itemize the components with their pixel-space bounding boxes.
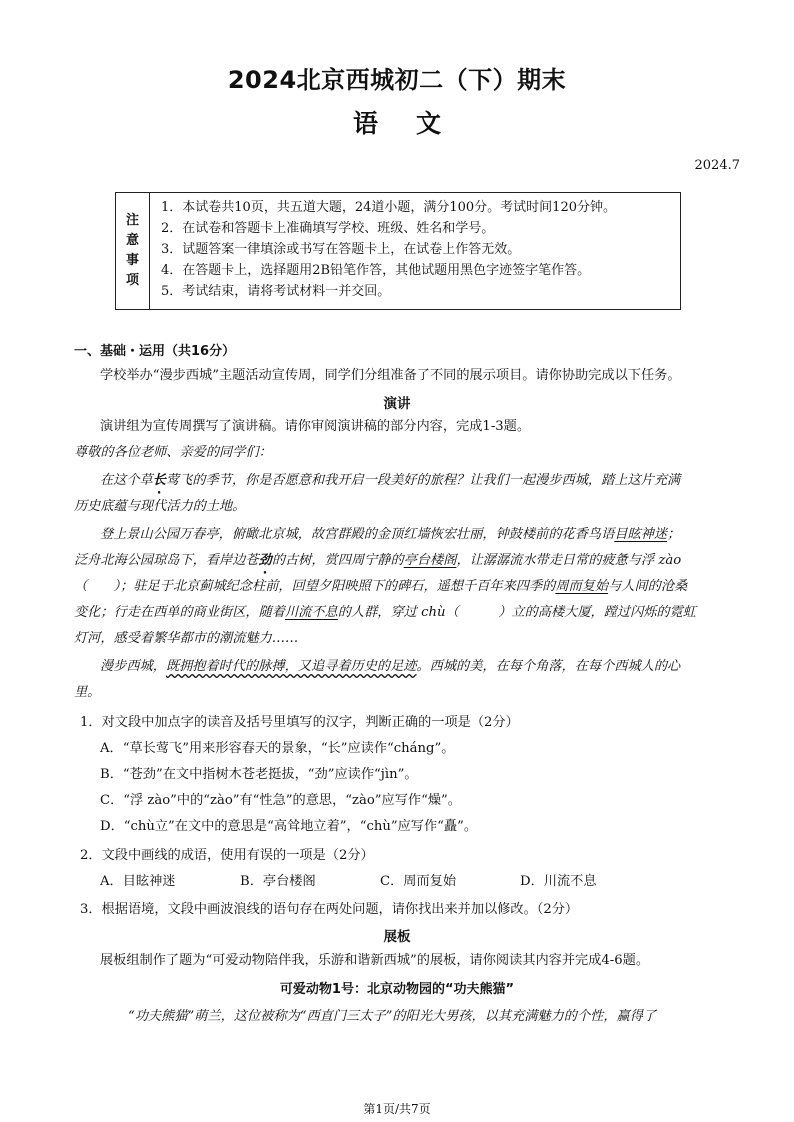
page-number: 第1页/共7页 xyxy=(363,1102,431,1116)
dotted-char: 劲 xyxy=(258,553,272,568)
notice-item: 3．试题答案一律填涂或书写在答题卡上，在试卷上作答无效。 xyxy=(161,242,521,257)
speech-para2-line4 xyxy=(74,600,696,625)
notice-label-char: 注 xyxy=(125,213,139,228)
text-run: 泛舟北海公园琼岛下，看岸边苍 xyxy=(74,553,259,568)
notice-list xyxy=(150,193,680,309)
notice-label-char: 事 xyxy=(125,253,139,268)
question-1-option-a: A．“草长莺飞”用来形容春天的景象，“长”应读作“cháng”。 xyxy=(100,741,455,756)
speech-para2-line1 xyxy=(100,522,680,547)
text-run: 。西城的美，在每个角落，在每个西城人的心 xyxy=(416,659,681,674)
notice-item: 5．考试结束，请将考试材料一并交回。 xyxy=(161,284,391,299)
dotted-char: 长 xyxy=(152,473,166,488)
question-1-option-b: B．“苍劲”在文中指树木苍老挺拔，“劲”应读作“jìn”。 xyxy=(100,767,418,782)
question-1-option-d: D．“chù立”在文中的意思是“高耸地立着”，“chù”应写作“矗”。 xyxy=(100,819,478,834)
notice-item: 4．在答题卡上，选择题用2B铅笔作答，其他试题用黑色字迹签字笔作答。 xyxy=(161,263,591,278)
speech-para3-line2: 里。 xyxy=(74,685,101,700)
underlined-idiom: 周而复始 xyxy=(555,579,609,594)
exhibit-subheading: 可爱动物1号：北京动物园的“功夫熊猫” xyxy=(279,982,515,997)
question-2-options xyxy=(100,869,660,894)
text-run: （ ）；驻足于北京蓟城纪念柱前，回望夕阳映照下的碑石，遥想千百年来四季的 xyxy=(74,579,556,594)
speech-heading: 演讲 xyxy=(383,396,411,412)
notice-item: 2．在试卷和答题卡上准确填写学校、班级、姓名和学号。 xyxy=(161,221,495,236)
exhibit-intro: 展板组制作了题为“可爱动物陪伴我，乐游和谐新西城”的展板，请你阅读其内容并完成4-6题。 xyxy=(100,953,650,968)
exhibit-paragraph: “功夫熊猫”萌兰，这位被称为“西直门三太子”的阳光大男孩，以其充满魅力的个性，赢得了 xyxy=(128,1009,657,1024)
underlined-idiom: 目眩神迷 xyxy=(614,527,668,542)
text-run: 登上景山公园万春亭，俯瞰北京城，故宫群殿的金顶红墙恢宏壮丽，钟鼓楼前的花香鸟语 xyxy=(100,527,615,542)
underlined-idiom: 亭台楼阁 xyxy=(403,553,457,568)
question-2-stem: 2．文段中画线的成语，使用有误的一项是（2分） xyxy=(80,848,374,863)
notice-label xyxy=(116,193,150,309)
page-title: 2024北京西城初二（下）期末 xyxy=(227,66,567,94)
speech-para2-line3 xyxy=(74,574,687,599)
notice-item: 1．本试卷共10页，共五道大题，24道小题，满分100分。考试时间120分钟。 xyxy=(161,200,616,215)
question-2-option-a: A．目眩神迷 xyxy=(100,874,176,889)
notice-box xyxy=(115,192,681,310)
exhibit-heading: 展板 xyxy=(383,929,411,945)
exam-date: 2024.7 xyxy=(694,158,740,173)
text-run: ； xyxy=(667,527,681,542)
text-run: 的人群，穿过 chù（ ）立的高楼大厦，蹚过闪烁的霓虹 xyxy=(337,605,696,620)
speech-intro: 演讲组为宣传周撰写了演讲稿。请你审阅演讲稿的部分内容，完成1-3题。 xyxy=(100,419,531,434)
speech-para1-line2: 历史底蕴与现代活力的土地。 xyxy=(74,499,246,514)
text-run: 与人间的沧桑 xyxy=(608,579,688,594)
wavy-sentence: 既拥抱着时代的脉搏，又追寻着历史的足迹 xyxy=(165,659,417,674)
text-run: 莺飞的季节，你是否愿意和我开启一段美好的旅程？让我们一起漫步西城，踏上这片充满 xyxy=(165,473,681,488)
notice-label-char: 意 xyxy=(125,233,139,248)
question-2-option-c: C．周而复始 xyxy=(380,874,457,889)
question-3-stem: 3．根据语境，文段中画波浪线的语句存在两处问题，请你找出来并加以修改。（2分） xyxy=(80,902,579,917)
section-intro: 学校举办“漫步西城”主题活动宣传周，同学们分组准备了不同的展示项目。请你协助完成以下任务。 xyxy=(100,368,681,383)
underlined-idiom: 川流不息 xyxy=(285,605,338,620)
text-run: 漫步西城， xyxy=(100,659,166,674)
question-2-option-d: D．川流不息 xyxy=(520,874,597,889)
text-run: 在这个草 xyxy=(100,473,153,488)
question-1-stem: 1．对文段中加点字的读音及括号里填写的汉字，判断正确的一项是（2分） xyxy=(80,715,519,730)
text-run: 变化；行走在西单的商业街区，随着 xyxy=(74,605,285,620)
text-run: 的古树，赏四周宁静的 xyxy=(271,553,404,568)
question-2-option-b: B．亭台楼阁 xyxy=(240,874,316,889)
notice-label-char: 项 xyxy=(125,273,139,288)
subject-title: 语文 xyxy=(352,109,479,138)
speech-para2-line5: 灯河，感受着繁华都市的潮流魅力…… xyxy=(74,631,299,646)
text-run: ，让潺潺流水带走日常的疲惫与浮 zào xyxy=(456,553,682,568)
speech-para1-line1 xyxy=(100,468,680,497)
question-1-option-c: C．“浮 zào”中的“zào”有“性急”的意思，“zào”应写作“燥”。 xyxy=(100,793,461,808)
speech-para2-line2 xyxy=(74,548,681,577)
speech-para3-line1 xyxy=(100,654,680,679)
section-heading: 一、基础・运用（共16分） xyxy=(74,344,236,359)
speech-greeting: 尊敬的各位老师、亲爱的同学们： xyxy=(74,445,272,460)
